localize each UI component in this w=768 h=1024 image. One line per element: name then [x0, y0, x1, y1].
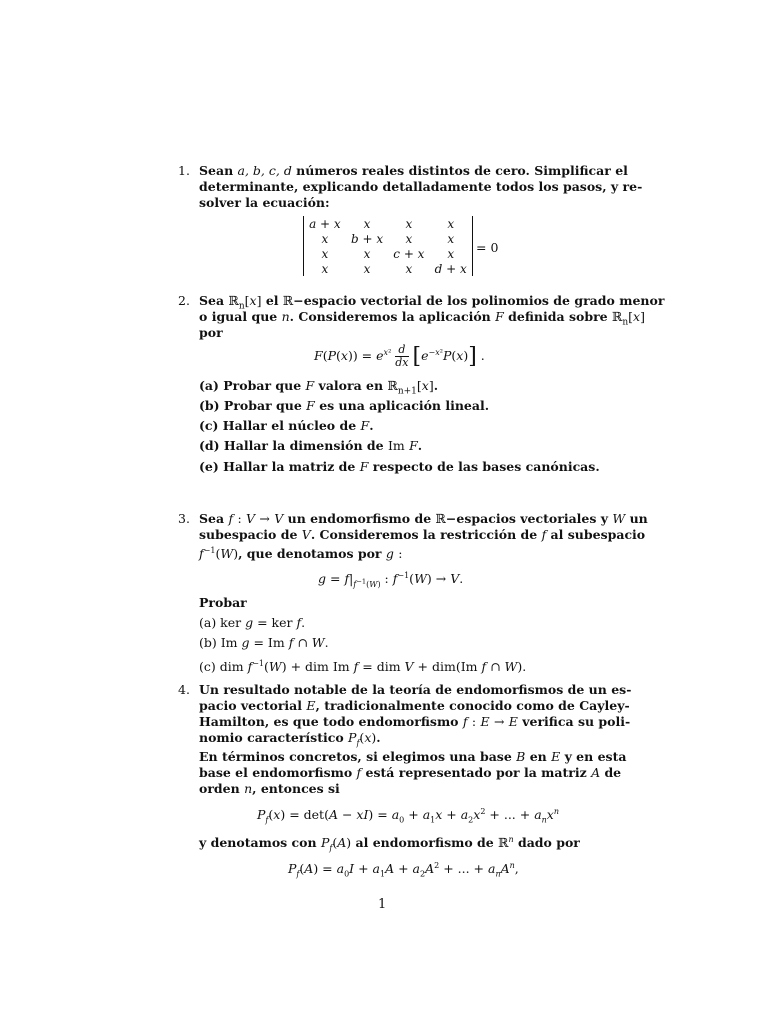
problem-3-formula: $g = f|_{f^{-1}(W)}$ : $f^{-1}(W) \to V$. — [318, 571, 464, 589]
problem-4-line-7: orden n, entonces si — [199, 781, 340, 796]
problem-4-line-3: Hamilton, es que todo endomorfismo f : E → E verifica su poli- — [199, 714, 631, 729]
problem-1-number: 1. — [178, 163, 190, 178]
page-number: 1 — [378, 897, 387, 912]
problem-4-line-5: En términos concretos, si elegimos una base B en E y en esta — [199, 749, 627, 764]
problem-4-line-6: base el endomorfismo f está representado por la matriz A de — [199, 765, 622, 780]
problem-3-probar: Probar — [199, 595, 247, 610]
problem-3-number: 3. — [178, 511, 190, 526]
problem-2-line-3: por — [199, 325, 223, 340]
problem-4-line-4: nomio característico $P_f(x)$. — [199, 730, 381, 748]
problem-2-item-a: (a) Probar que F valora en ℝ$_{n+1}$[x]. — [199, 378, 439, 397]
problem-4-formula-1: $P_f(x) = \det(A - xI) = a_0 + a_1x + a_2x^2$ + ... + $a_nx^n$ — [257, 807, 560, 825]
problem-3-line-1: Sea f : V → V un endomorfismo de ℝ−espacios vectoriales y W un — [199, 511, 648, 526]
problem-2-line-1: Sea ℝ$_n$[x] el ℝ−espacio vectorial de los polinomios de grado menor — [199, 293, 665, 312]
problem-4-line-2: pacio vectorial E, tradicionalmente conocido como de Cayley- — [199, 698, 630, 713]
problem-4-number: 4. — [178, 682, 190, 697]
problem-4-formula-2: $P_f(A) = a_0I + a_1A + a_2A^2$ + ... + $a_nA^n$, — [288, 861, 519, 879]
problem-3-item-c: (c) dim $f^{-1}(W)$ + dim Im f = dim V + dim(Im f ∩ W). — [199, 659, 527, 675]
determinant-matrix: a + x x x x x b + x x x x x c + x x x x x d + x — [303, 216, 473, 276]
problem-2-item-c: (c) Hallar el núcleo de F. — [199, 418, 374, 433]
problem-1-line-1: Sean a, b, c, d números reales distintos de cero. Simplificar el — [199, 163, 628, 178]
determinant-rhs: = 0 — [476, 240, 499, 255]
problem-2-item-d: (d) Hallar la dimensión de Im F. — [199, 438, 423, 453]
problem-1-line-2: determinante, explicando detalladamente todos los pasos, y re- — [199, 179, 643, 194]
problem-4-line-after: y denotamos con $P_f(A)$ al endomorfismo de ℝ$^n$ dado por — [199, 835, 580, 853]
problem-3-item-b: (b) Im g = Im f ∩ W. — [199, 635, 329, 650]
problem-2-formula: $F(P(x)) = e^{x^2} \frac{d}{dx}$ $[e^{-x^2}P(x)]$ . — [314, 343, 485, 369]
problem-2-number: 2. — [178, 293, 190, 308]
problem-2-item-b: (b) Probar que F es una aplicación lineal. — [199, 398, 490, 413]
problem-2-item-e: (e) Hallar la matriz de F respecto de las bases canónicas. — [199, 459, 600, 474]
problem-1-line-3: solver la ecuación: — [199, 195, 330, 210]
problem-3-item-a: (a) ker g = ker f. — [199, 615, 306, 630]
problem-3-line-3: $f^{-1}(W)$, que denotamos por g : — [199, 546, 403, 562]
problem-3-line-2: subespacio de V. Consideremos la restricción de f al subespacio — [199, 527, 646, 542]
problem-2-line-2: o igual que n. Consideremos la aplicación F definida sobre ℝ$_n$[x] — [199, 309, 645, 328]
problem-4-line-1: Un resultado notable de la teoría de endomorfismos de un es- — [199, 682, 632, 697]
